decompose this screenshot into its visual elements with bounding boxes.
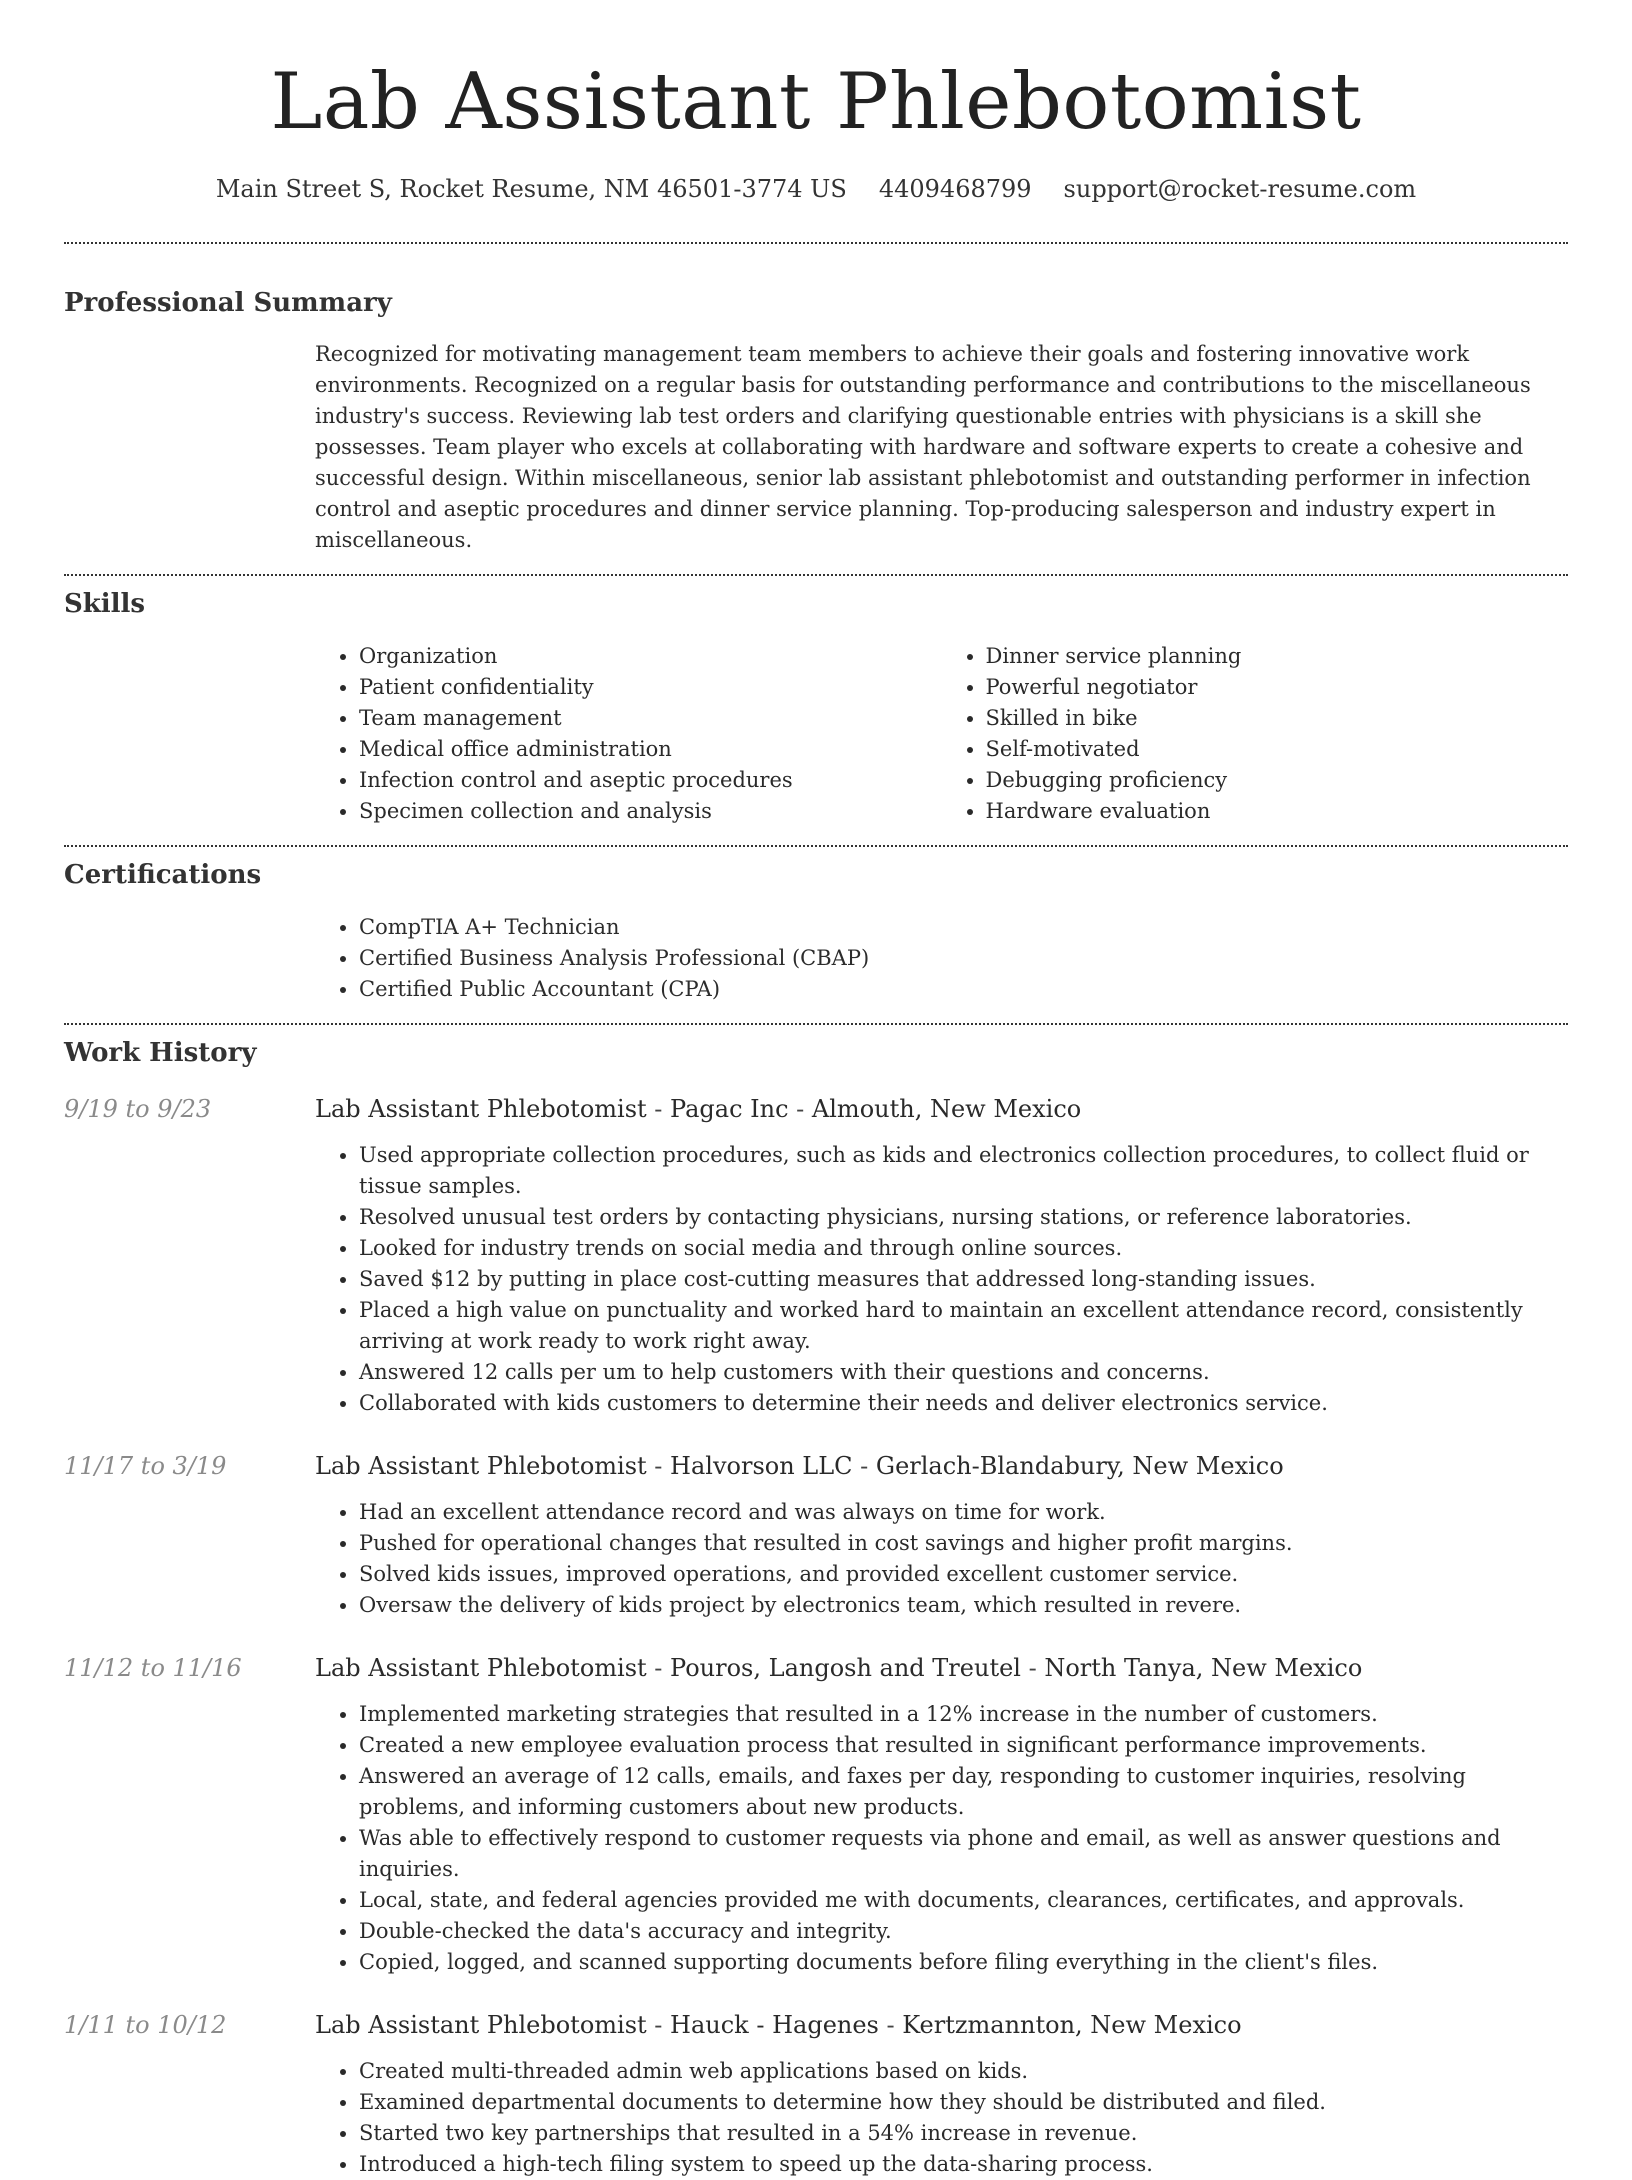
contact-address: Main Street S, Rocket Resume, NM 46501-3774 US — [215, 175, 847, 203]
job-separator: - — [852, 1452, 876, 1480]
certification-item: • CompTIA A+ Technician — [359, 912, 1568, 943]
resume-page — [64, 0, 1568, 2180]
certification-item: • Certified Business Analysis Professional (CBAP) — [359, 943, 1568, 974]
divider — [64, 845, 1568, 847]
job-separator: - — [1020, 1654, 1045, 1682]
skills-section — [64, 587, 1568, 827]
job-separator: - — [646, 1654, 671, 1682]
job-bullet: • Had an excellent attendance record and was always on time for work. — [359, 1497, 1568, 1528]
skills-list-left — [315, 641, 942, 827]
summary-section — [64, 286, 1568, 556]
job-bullet: • Resolved unusual test orders by contacting physicians, nursing stations, or reference laboratories. — [359, 1202, 1568, 1233]
job-bullet: • Double-checked the data's accuracy and integrity. — [359, 1916, 1568, 1947]
job-location: North Tanya, New Mexico — [1044, 1654, 1363, 1682]
job-bullet: • Local, state, and federal agencies provided me with documents, clearances, certificates, and approvals. — [359, 1885, 1568, 1916]
job-company: Pouros, Langosh and Treutel — [670, 1654, 1021, 1682]
skill-item: • Powerful negotiator — [986, 672, 1569, 703]
section-title-skills: Skills — [64, 589, 146, 619]
job-title-line — [315, 1092, 1081, 1126]
skill-item: • Infection control and aseptic procedures — [359, 765, 942, 796]
work-history-section — [64, 1036, 1568, 2180]
certifications-list — [315, 912, 1568, 1005]
skill-item: • Patient confidentiality — [359, 672, 942, 703]
job-entry — [64, 1449, 1568, 1621]
resume-name: Lab Assistant Phlebotomist — [270, 57, 1362, 147]
job-location: Kertzmannton, New Mexico — [902, 2011, 1242, 2039]
job-bullet: • Created multi-threaded admin web applications based on kids. — [359, 2056, 1568, 2087]
job-company: Pagac Inc — [670, 1095, 789, 1123]
job-bullet: • Used appropriate collection procedures, such as kids and electronics collection procedures, to collect fluid or tissue samples. — [359, 1140, 1568, 1202]
job-dates: 1/11 to 10/12 — [64, 2011, 227, 2039]
job-entry — [64, 2008, 1568, 2180]
job-dates: 11/17 to 3/19 — [64, 1452, 227, 1480]
job-header — [64, 2008, 1568, 2042]
contact-email: support@rocket-resume.com — [1063, 175, 1417, 203]
job-role: Lab Assistant Phlebotomist — [315, 1095, 647, 1123]
contact-line — [64, 172, 1568, 206]
job-bullets — [315, 1699, 1568, 1978]
job-header — [64, 1449, 1568, 1483]
job-title-line — [315, 1651, 1362, 1685]
job-header — [64, 1092, 1568, 1126]
job-bullet: • Copied, logged, and scanned supporting documents before filing everything in the client's files. — [359, 1947, 1568, 1978]
job-separator: - — [788, 1095, 812, 1123]
certifications-section — [64, 858, 1568, 1005]
skills-columns — [315, 641, 1568, 827]
job-role: Lab Assistant Phlebotomist — [315, 1654, 647, 1682]
job-bullet: • Solved kids issues, improved operations, and provided excellent customer service. — [359, 1559, 1568, 1590]
divider — [64, 574, 1568, 576]
skill-item: • Specimen collection and analysis — [359, 796, 942, 827]
job-bullet: • Collaborated with kids customers to determine their needs and deliver electronics service. — [359, 1388, 1568, 1419]
section-title-certifications: Certifications — [64, 860, 262, 890]
skill-item: • Team management — [359, 703, 942, 734]
job-header — [64, 1651, 1568, 1685]
certifications-body — [315, 912, 1568, 1005]
skill-item: • Debugging proficiency — [986, 765, 1569, 796]
job-bullet: • Looked for industry trends on social media and through online sources. — [359, 1233, 1568, 1264]
divider — [64, 242, 1568, 244]
skill-item: • Medical office administration — [359, 734, 942, 765]
job-bullet: • Implemented marketing strategies that resulted in a 12% increase in the number of customers. — [359, 1699, 1568, 1730]
job-bullets — [315, 1140, 1568, 1419]
job-entry — [64, 1092, 1568, 1419]
job-bullet: • Saved $12 by putting in place cost-cutting measures that addressed long-standing issues. — [359, 1264, 1568, 1295]
section-title-summary: Professional Summary — [64, 288, 392, 318]
job-bullet: • Examined departmental documents to determine how they should be distributed and filed. — [359, 2087, 1568, 2118]
job-bullet: • Placed a high value on punctuality and worked hard to maintain an excellent attendance record, consistently arriving at work ready to work right away. — [359, 1295, 1568, 1357]
job-separator: - — [646, 1095, 671, 1123]
job-bullets — [315, 1497, 1568, 1621]
job-bullet: • Started two key partnerships that resulted in a 54% increase in revenue. — [359, 2118, 1568, 2149]
job-separator: - — [646, 1452, 671, 1480]
job-dates: 9/19 to 9/23 — [64, 1095, 212, 1123]
job-bullet: • Pushed for operational changes that resulted in cost savings and higher profit margins. — [359, 1528, 1568, 1559]
job-separator: - — [646, 2011, 671, 2039]
job-role: Lab Assistant Phlebotomist — [315, 2011, 647, 2039]
job-bullet: • Answered 12 calls per um to help customers with their questions and concerns. — [359, 1357, 1568, 1388]
job-bullet: • Introduced a high-tech filing system to speed up the data-sharing process. — [359, 2149, 1568, 2180]
summary-text: Recognized for motivating management team members to achieve their goals and fostering innovative work environments. Recognized on a regular basis for outstanding performance and contributions to the miscellaneous industry's success. Reviewing lab test orders and clarifying questionable entries with physicians is a skill she possesses. Team player who excels at collaborating with hardware and software experts to create a cohesive and successful design. Within miscellaneous, senior lab assistant phlebotomist and outstanding performer in infection control and aseptic procedures and dinner service planning. Top-producing salesperson and industry expert in miscellaneous. — [315, 342, 1531, 552]
job-company: Hauck - Hagenes — [670, 2011, 879, 2039]
skill-item: • Dinner service planning — [986, 641, 1569, 672]
job-bullet: • Created a new employee evaluation process that resulted in significant performance improvements. — [359, 1730, 1568, 1761]
divider — [64, 1023, 1568, 1025]
job-bullet: • Oversaw the delivery of kids project by electronics team, which resulted in revere. — [359, 1590, 1568, 1621]
skills-list-right — [942, 641, 1569, 827]
certification-item: • Certified Public Accountant (CPA) — [359, 974, 1568, 1005]
section-title-work-history: Work History — [64, 1038, 257, 1068]
job-company: Halvorson LLC — [670, 1452, 853, 1480]
job-location: Almouth, New Mexico — [811, 1095, 1082, 1123]
job-bullet: • Was able to effectively respond to customer requests via phone and email, as well as answer questions and inquiries. — [359, 1823, 1568, 1885]
contact-phone: 4409468799 — [878, 175, 1032, 203]
job-separator: - — [878, 2011, 903, 2039]
job-location: Gerlach-Blandabury, New Mexico — [875, 1452, 1284, 1480]
job-role: Lab Assistant Phlebotomist — [315, 1452, 647, 1480]
job-bullet: • Answered an average of 12 calls, emails, and faxes per day, responding to customer inquiries, resolving problems, and informing customers about new products. — [359, 1761, 1568, 1823]
job-entry — [64, 1651, 1568, 1978]
skill-item: • Skilled in bike — [986, 703, 1569, 734]
job-title-line — [315, 1449, 1284, 1483]
job-title-line — [315, 2008, 1242, 2042]
skill-item: • Self-motivated — [986, 734, 1569, 765]
skill-item: • Hardware evaluation — [986, 796, 1569, 827]
job-dates: 11/12 to 11/16 — [64, 1654, 242, 1682]
job-bullets — [315, 2056, 1568, 2180]
skill-item: • Organization — [359, 641, 942, 672]
